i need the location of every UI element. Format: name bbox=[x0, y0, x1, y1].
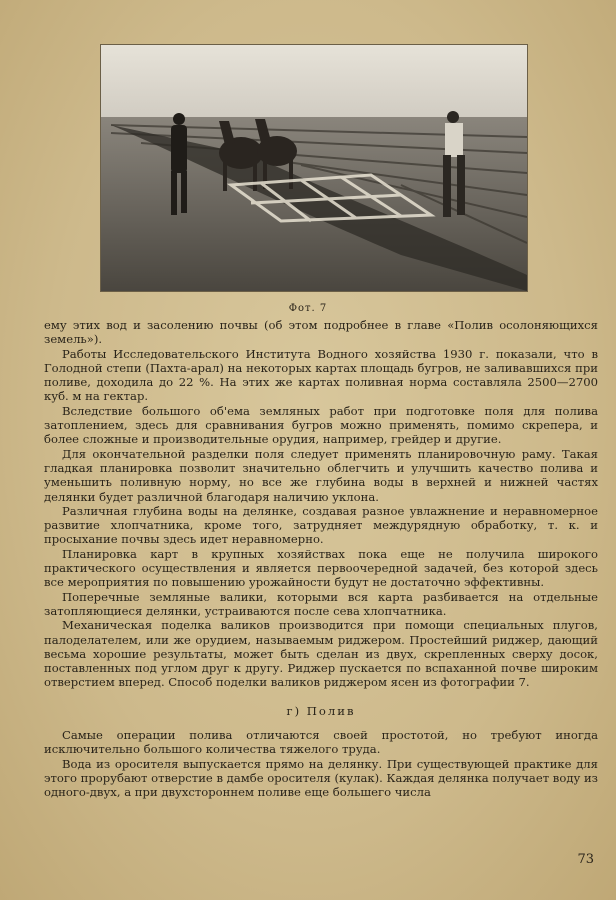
paragraph: Самые операции полива отличаются своей простотой, но требуют иногда исключительно большого количества тяжелого труда. bbox=[44, 728, 598, 757]
body-text bbox=[44, 318, 598, 800]
page-number: 73 bbox=[577, 852, 594, 867]
section-heading: г) Полив bbox=[286, 703, 356, 718]
paragraph: Различная глубина воды на делянке, создавая разное увлажнение и неравномерное развитие хлопчатника, кроме того, затрудняет междурядную обработку, т. к. и просыхание почвы здесь идет неравномерно. bbox=[44, 503, 598, 547]
field-photo-illustration bbox=[101, 45, 527, 291]
paragraph: Вследствие большого об'ема земляных работ при подготовке поля для полива затоплением, здесь для сравнивания бугров можно применять, помимо скрепера, и более сложные и производительные орудия, например, грейдер и другие. bbox=[44, 403, 598, 447]
paragraph: ему этих вод и засолению почвы (об этом подробнее в главе «Полив осолоняющихся земель»). bbox=[44, 318, 598, 347]
paragraph: Планировка карт в крупных хозяйствах пока еще не получила широкого практического осуществления и является первоочередной задачей, без которой здесь все мероприятия по повышению урожайности будут не достаточно эффективны. bbox=[44, 546, 598, 590]
photo-caption: Фот. 7 bbox=[288, 303, 328, 314]
photograph bbox=[100, 44, 528, 292]
paragraph: Механическая поделка валиков производится при помощи специальных плугов, палоделателем, или же орудием, называемым риджером. Простейший риджер, дающий весьма хорошие результаты, может быть сделан из двух, скрепленных сверху досок, поставленных под углом друг к другу. Риджер пускается по вспаханной почве широким отверстием вперед. Способ поделки валиков риджером ясен из фотографии 7. bbox=[44, 618, 598, 690]
paragraph: Для окончательной разделки поля следует применять планировочную раму. Такая гладкая планировка позволит значительно облегчить и улучшить качество полива и уменьшить поливную норму, но все же глубина воды в верхней и нижней частях делянки будет различной благодаря наличию уклона. bbox=[44, 446, 598, 504]
paragraph: Поперечные земляные валики, которыми вся карта разбивается на отдельные затопляющиеся делянки, устраиваются после сева хлопчатника. bbox=[44, 589, 598, 618]
paragraph: Работы Исследовательского Института Водного хозяйства 1930 г. показали, что в Голодной степи (Пахта-арал) на некоторых картах площадь бугров, не заливавшихся при поливе, доходила до 22 %. На этих же картах поливная норма составляла 2500—2700 куб. м на гектар. bbox=[44, 346, 598, 404]
paragraph: Вода из оросителя выпускается прямо на делянку. При существующей практике для этого прорубают отверстие в дамбе оросителя (кулак). Каждая делянка получает воду из одного-двух, а при двухстороннем поливе еще большего числа bbox=[44, 756, 599, 800]
